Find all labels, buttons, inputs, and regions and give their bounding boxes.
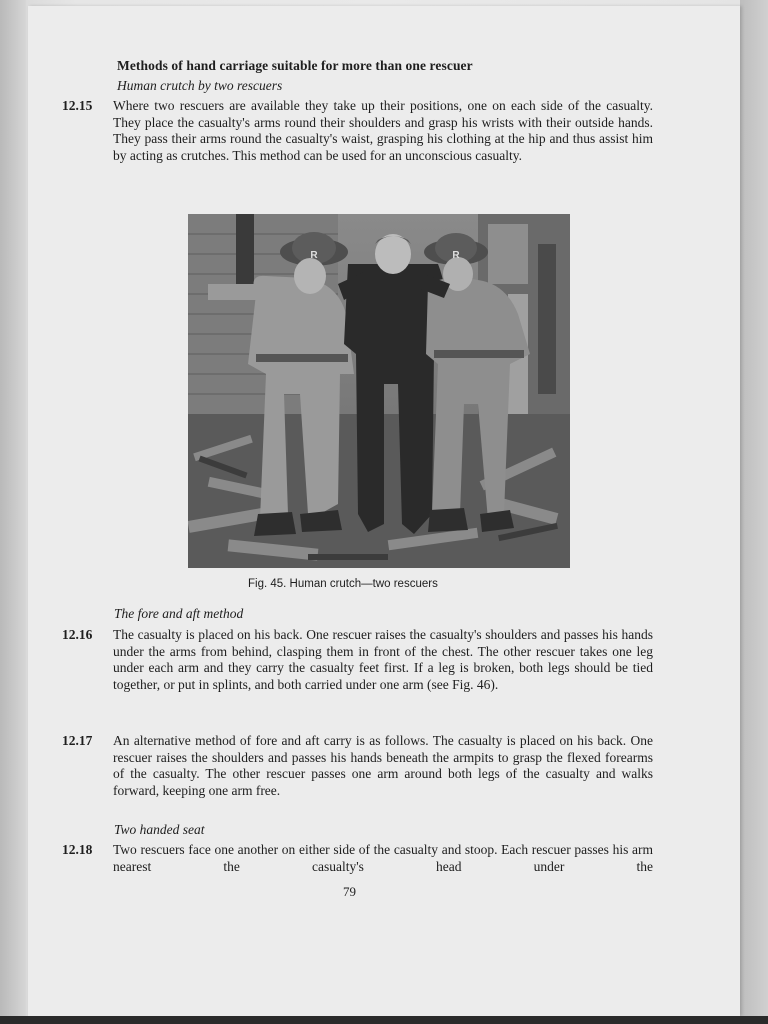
paragraph-number: 12.17: [62, 733, 93, 748]
subheading-human-crutch: Human crutch by two rescuers: [117, 78, 283, 93]
left-helmet-letter: R: [310, 250, 318, 261]
page-number: 79: [343, 884, 356, 899]
paragraph-text: An alternative method of fore and aft carry is as follows. The casualty is placed on his back. One rescuer raises the shoulders and passes his hands beneath the armpits to grasp the flexed forearms of the casualty. The other rescuer passes one arm around both legs of the casualty and walks forward, keeping one arm free.: [113, 733, 653, 798]
figure-45-photo: [188, 214, 570, 568]
subheading-two-handed-seat: Two handed seat: [114, 822, 205, 837]
paragraph-12-17: [62, 733, 662, 817]
paragraph-12-15: [62, 98, 662, 198]
scan-bottom-edge: [0, 1016, 768, 1024]
paragraph-number: 12.18: [62, 842, 93, 857]
right-helmet-letter: R: [452, 250, 460, 261]
paragraph-12-16: [62, 627, 662, 727]
figure-caption: Fig. 45. Human crutch—two rescuers: [248, 578, 438, 590]
subheading-fore-and-aft: The fore and aft method: [114, 606, 244, 621]
paragraph-text: Two rescuers face one another on either side of the casualty and stoop. Each rescuer passes his arm nearest the casualty's head under the: [113, 842, 653, 874]
previous-page-edge: [0, 0, 26, 1024]
photo-illustration: [188, 214, 570, 568]
page-right-shadow: [740, 0, 768, 1024]
paragraph-text: The casualty is placed on his back. One rescuer raises the casualty's shoulders and passes his hands under the arms from behind, clasping them in front of the chest. The other rescuer takes one leg under each arm and they carry the casualty feet first. If a leg is broken, both legs should be tied together, or put in splints, and both carried under one arm (see Fig. 46).: [113, 627, 653, 692]
section-heading: Methods of hand carriage suitable for more than one rescuer: [117, 58, 473, 73]
paragraph-number: 12.16: [62, 627, 93, 642]
paragraph-text: Where two rescuers are available they take up their positions, one on each side of the casualty. They place the casualty's arms round their shoulders and grasp his wrists with their outside hands. They pass their arms round the casualty's waist, grasping his clothing at the hip and thus assist him by acting as crutches. This method can be used for an unconscious casualty.: [113, 98, 653, 163]
paragraph-12-18: [62, 842, 662, 878]
paragraph-number: 12.15: [62, 98, 93, 113]
